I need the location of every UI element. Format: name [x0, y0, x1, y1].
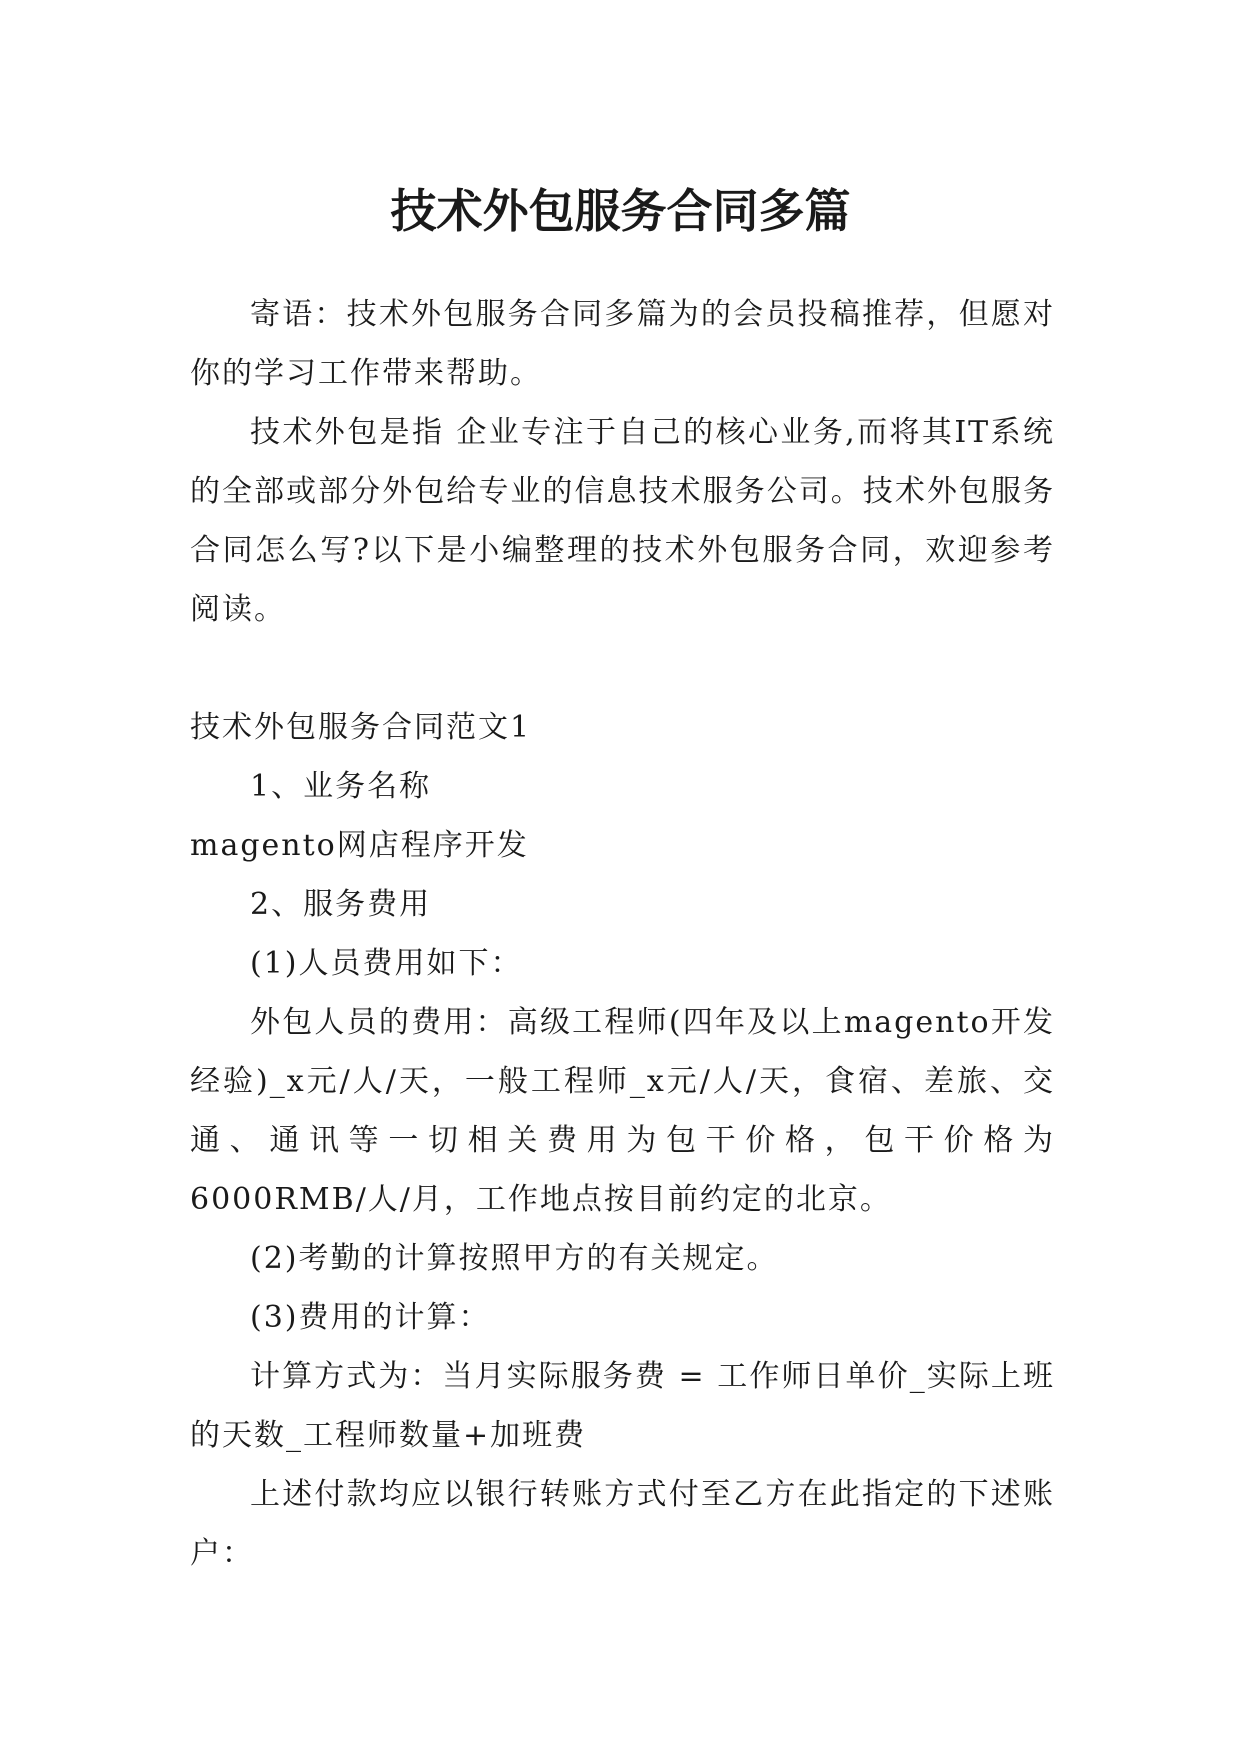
intro-paragraph: 寄语：技术外包服务合同多篇为的会员投稿推荐，但愿对你的学习工作带来帮助。	[190, 297, 1055, 391]
section-heading: 技术外包服务合同范文1	[190, 710, 532, 745]
calculation-paragraph: 计算方式为：当月实际服务费 = 工作师日单价_实际上班的天数_工程师数量+加班费	[190, 1359, 1055, 1453]
subclause-1: (1)人员费用如下：	[250, 946, 523, 981]
subclause-2: (2)考勤的计算按照甲方的有关规定。	[250, 1241, 779, 1276]
business-name-value: magento网店程序开发	[190, 828, 529, 863]
clause-heading-1: 1、业务名称	[250, 769, 432, 804]
fee-paragraph: 外包人员的费用：高级工程师(四年及以上magento开发经验)_x元/人/天，一般工程师_x元/人/天，食宿、差旅、交通、通讯等一切相关费用为包干价格，包干价格为6000RMB/人/月，工作地点按目前约定的北京。	[190, 1005, 1055, 1217]
document-body	[190, 285, 1055, 1583]
payment-paragraph: 上述付款均应以银行转账方式付至乙方在此指定的下述账户：	[190, 1477, 1055, 1571]
definition-paragraph: 技术外包是指 企业专注于自己的核心业务,而将其IT系统的全部或部分外包给专业的信息技术服务公司。技术外包服务合同怎么写?以下是小编整理的技术外包服务合同，欢迎参考阅读。	[190, 415, 1055, 627]
subclause-3: (3)费用的计算：	[250, 1300, 491, 1335]
document-title: 技术外包服务合同多篇	[390, 183, 851, 238]
clause-heading-2: 2、服务费用	[250, 887, 432, 922]
